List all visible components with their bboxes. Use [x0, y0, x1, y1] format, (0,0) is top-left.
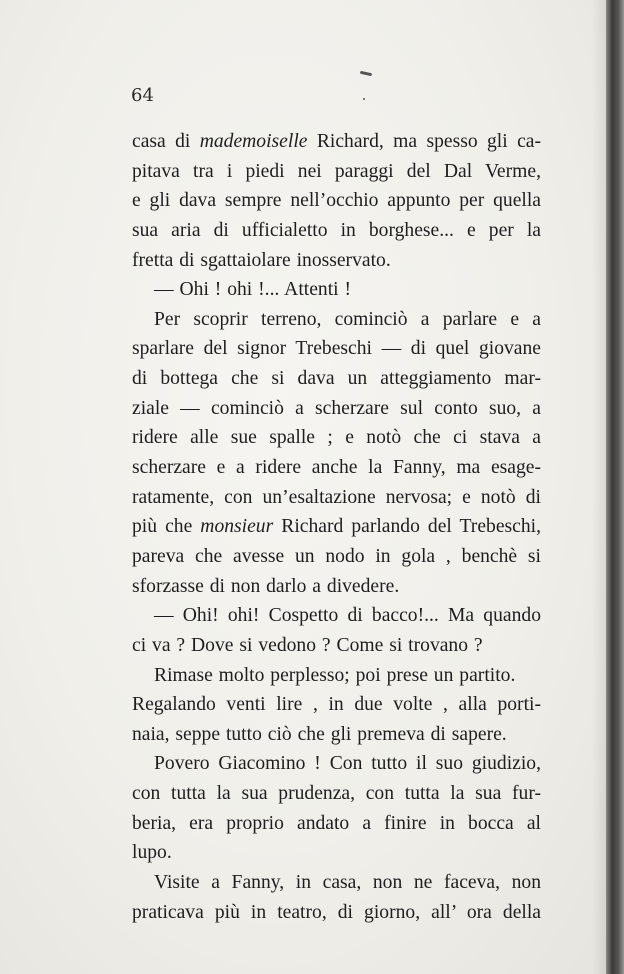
text-run: Povero Giacomino ! Con tutto il suo giudizio, [154, 753, 541, 775]
text-run: Richard parlando del Trebeschi, [273, 516, 541, 538]
text-run: lupo. [132, 842, 172, 864]
text-run: ci va ? Dove si vedono ? Come si trovano ? [132, 634, 483, 656]
text-run: scherzare e a ridere anche la Fanny, ma esage- [132, 457, 541, 479]
text-line [132, 690, 541, 720]
text-line [132, 720, 541, 750]
italic-word: mademoiselle [199, 131, 308, 152]
text-line [132, 483, 541, 513]
text-line [132, 838, 541, 868]
text-line [132, 512, 541, 542]
text-line [132, 423, 541, 453]
text-run: pitava tra i piedi nei paraggi del Dal Verme, [132, 160, 541, 182]
text-line [132, 127, 541, 157]
text-line [132, 749, 541, 779]
text-run: ridere alle sue spalle ; e notò che ci stava a [132, 427, 541, 449]
text-run: sparlare del signor Trebeschi — di quel giovane [132, 338, 541, 360]
text-run: Rimase molto perplesso; poi prese un partito. [154, 664, 516, 686]
text-run: casa di [132, 131, 200, 152]
text-line [132, 275, 541, 305]
text-run: ratamente, con un’esaltazione nervosa; e notò di [132, 486, 541, 508]
text-run: più che [132, 516, 201, 538]
text-run: pareva che avesse un nodo in gola , benchè si [132, 545, 541, 567]
text-line [132, 157, 541, 187]
text-line [132, 453, 541, 483]
text-line [132, 898, 541, 928]
text-run: sforzasse di non darlo a divedere. [132, 575, 400, 597]
text-run: praticava più in teatro, di giorno, all’ ora della [132, 901, 541, 923]
body-text [132, 127, 541, 927]
text-run: — Ohi! ohi! Cospetto di bacco!... Ma quando [154, 605, 541, 627]
text-run: Per scoprir terreno, cominciò a parlare e a [154, 308, 541, 330]
text-line [132, 631, 541, 661]
page-number: 64 [131, 85, 154, 106]
text-line [132, 809, 541, 839]
ink-smudge-mark [360, 72, 378, 78]
text-run: beria, era proprio andato a finire in bocca al [132, 812, 541, 834]
text-line [132, 868, 541, 898]
text-line [132, 601, 541, 631]
book-binding-edge [606, 0, 624, 974]
text-run: Visite a Fanny, in casa, non ne faceva, non [154, 872, 541, 894]
text-run: naia, seppe tutto ciò che gli premeva di sapere. [132, 723, 507, 745]
text-line [132, 779, 541, 809]
text-line [132, 186, 541, 216]
text-run: sua aria di ufficialetto in borghese... e per la [132, 219, 541, 241]
text-line [132, 542, 541, 572]
page-edge-shadow [592, 0, 606, 974]
text-line [132, 305, 541, 335]
text-line [132, 216, 541, 246]
text-run: di bottega che si dava un atteggiamento mar- [132, 368, 541, 390]
text-run: ziale — cominciò a scherzare sul conto suo, a [132, 397, 541, 419]
text-run: Regalando venti lire , in due volte , alla porti- [132, 694, 541, 716]
text-line [132, 661, 541, 691]
text-line [132, 334, 541, 364]
text-run: fretta di sgattaiolare inosservato. [132, 249, 391, 271]
text-line [132, 394, 541, 424]
text-line [132, 572, 541, 602]
text-run: Richard, ma spesso gli ca- [307, 131, 541, 152]
text-run: — Ohi ! ohi !... Attenti ! [154, 279, 352, 301]
text-line [132, 246, 541, 276]
italic-word: monsieur [200, 516, 274, 538]
text-run: e gli dava sempre nell’occhio appunto per quella [132, 190, 541, 212]
text-line [132, 364, 541, 394]
text-run: con tutta la sua prudenza, con tutta la sua fur- [132, 783, 541, 805]
